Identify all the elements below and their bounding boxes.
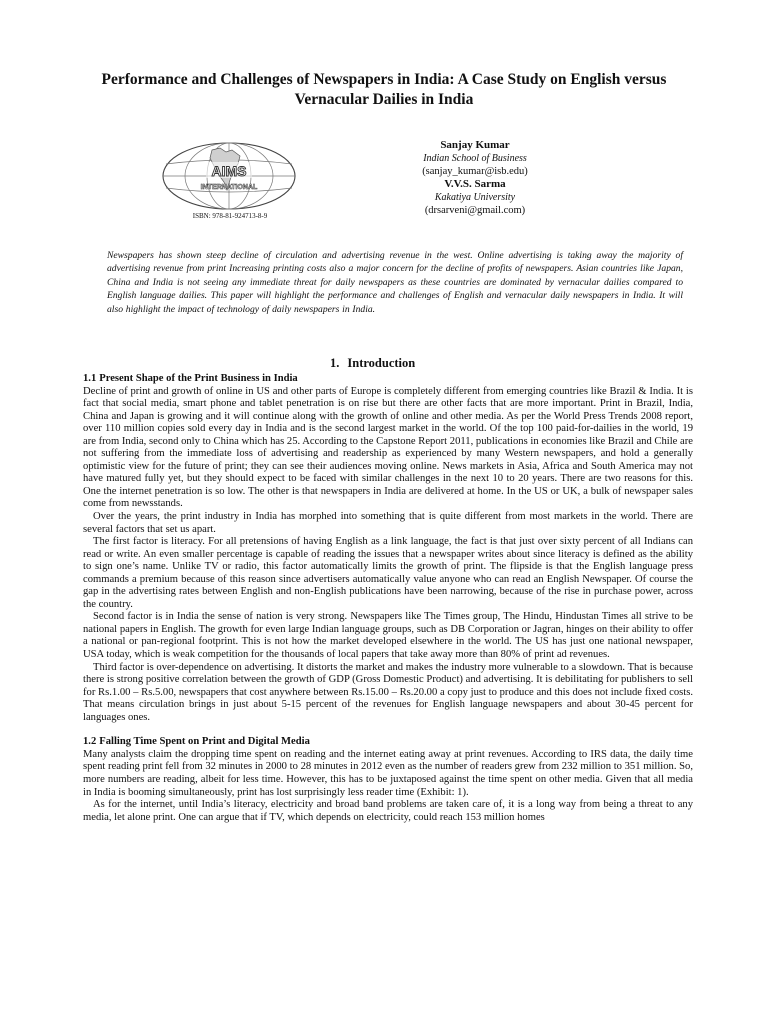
author-email: (sanjay_kumar@isb.edu) [422, 166, 528, 177]
subsection-number: 1.2 [83, 736, 97, 748]
paragraph: Decline of print and growth of online in US and other parts of Europe is completely different from emerging countries like Brazil & India. It is fact that social media, smart phone and tablet penetration is on rise but there are other facts that are more important. Print in Brazil, India, China and Japan is growing and it will continue along with the growth of online and other media. As per the World Press Trends 2008 report, over 110 million copies sold every day in India and is the second largest market in the world. Of the top 100 paid-for-dailies in the world, 19 are from India, second only to China which has 25. According to the Capstone Report 2011, publications in economies like Brazil and Chile are not suffering from the immediate loss of advertising and readership as experienced by many Western newspapers, and hold a generally optimistic view for the future of print; they can see their audiences moving online. News markets in Asia, Africa and South America may not have matured fully yet, but they should expect to be faced with similar challenges in the next 10 to 20 years. There are two reasons for this. One the internet penetration is so low. The other is that newspapers in India are delivered at home. In the US or UK, a bulk of newspaper sales come from newsstands. [83, 385, 693, 510]
subsection-heading [83, 736, 693, 749]
subsection-title: Falling Time Spent on Print and Digital Media [99, 736, 310, 748]
section-number: 1. [330, 356, 340, 370]
abstract-text: Newspapers has shown steep decline of circulation and advertising revenue in the west. Online advertising is taking away the majority of advertising revenue from print Increasing printing costs also a major concern for the decline of profits of newspapers. Asian countries like Japan, China and India is not seeing any immediate threat for daily newspapers as these countries are dominated by vernacular dailies compared to English language dailies. This paper will highlight the performance and challenges of English and vernacular daily newspapers in India. It will also highlight the impact of technology of daily newspapers in India. [107, 250, 683, 315]
author-email: (drsarveni@gmail.com) [424, 205, 526, 216]
globe-logo-icon [160, 140, 298, 212]
svg-text:INTERNATIONAL: INTERNATIONAL [200, 184, 258, 191]
paragraph: Second factor is in India the sense of nation is very strong. Newspapers like The Times group, The Hindu, Hindustan Times all strive to be national papers in English. The growth for even large Indian language groups, such as DB Corporation or Jagran, hinges on their ability to offer a national or pan-regional footprint. This is not how the market developed elsewhere in the world. The US has just one national newspaper, USA today, which is weak competition for the thousands of local papers that take away more than 80% of print ad revenues. [83, 611, 693, 661]
svg-text:AIMS: AIMS [211, 163, 247, 179]
subsection-number: 1.1 [83, 373, 97, 384]
author-name: V.V.S. Sarma [444, 178, 506, 190]
subsection-title: Present Shape of the Print Business in India [99, 373, 298, 384]
author-name: Sanjay Kumar [440, 139, 510, 151]
subsection-heading [83, 373, 693, 386]
body-text [83, 373, 693, 824]
paragraph: Many analysts claim the dropping time spent on reading and the internet eating away at print revenues. According to IRS data, the daily time spent reading print fell from 32 minutes in 2000 to 28 minutes in 2012 even as the number of readers grew from 232 million to 351 million. So, more numbers are reading, albeit for less time. However, this has to be juxtaposed against the time spent on other media. Given that all media in India is booming simultaneously, print has lost surprisingly less reader time (Exhibit: 1). [83, 748, 693, 798]
paragraph: As for the internet, until India’s literacy, electricity and broad band problems are taken care of, it is a long way from being a threat to any media, let alone print. One can argue that if TV, which depends on electricity, could reach 153 million homes [83, 799, 693, 823]
section-heading [330, 356, 415, 371]
author-block [400, 139, 550, 217]
isbn-text: ISBN: 978-81-924713-8-9 [192, 212, 268, 220]
aims-international-logo [160, 140, 298, 212]
author-affiliation: Indian School of Business [423, 153, 527, 164]
paragraph: The first factor is literacy. For all pretensions of having English as a link language, the fact is that just over sixty percent of all Indians can read or write. An even smaller percentage is capable of reading the issues that a newspaper writes about since literacy is defined as the ability to sign one’s name. Unlike TV or radio, this factor automatically limits the growth of print. The flipside is that the English language press commands a premium because of this reason since advertisers automatically value anyone who can read an English Newspaper. Of course the gap in the advertising rates between English and non-English publications have been narrowing, because of the rise in purchase power, across the country. [83, 536, 693, 610]
section-title: Introduction [347, 356, 416, 370]
author-affiliation: Kakatiya University [434, 192, 516, 203]
paper-title: Performance and Challenges of Newspapers in India: A Case Study on English versus Vernacular Dailies in India [101, 71, 667, 108]
paragraph: Third factor is over-dependence on advertising. It distorts the market and makes the industry more vulnerable to a slowdown. That is because there is strong positive correlation between the growth of GDP (Gross Domestic Product) and advertising. It is debilitating for publishers to sell for Rs.1.00 – Rs.5.00, newspapers that cost anywhere between Rs.15.00 – Rs.20.00 a copy just to produce and this does not include fixed costs. That means circulation brings in just about 5-15 percent of the revenues for English language newspapers and about 30-45 percent for languages ones. [83, 661, 693, 723]
paragraph: Over the years, the print industry in India has morphed into something that is quite different from most markets in the world. There are several factors that set us apart. [83, 511, 693, 535]
